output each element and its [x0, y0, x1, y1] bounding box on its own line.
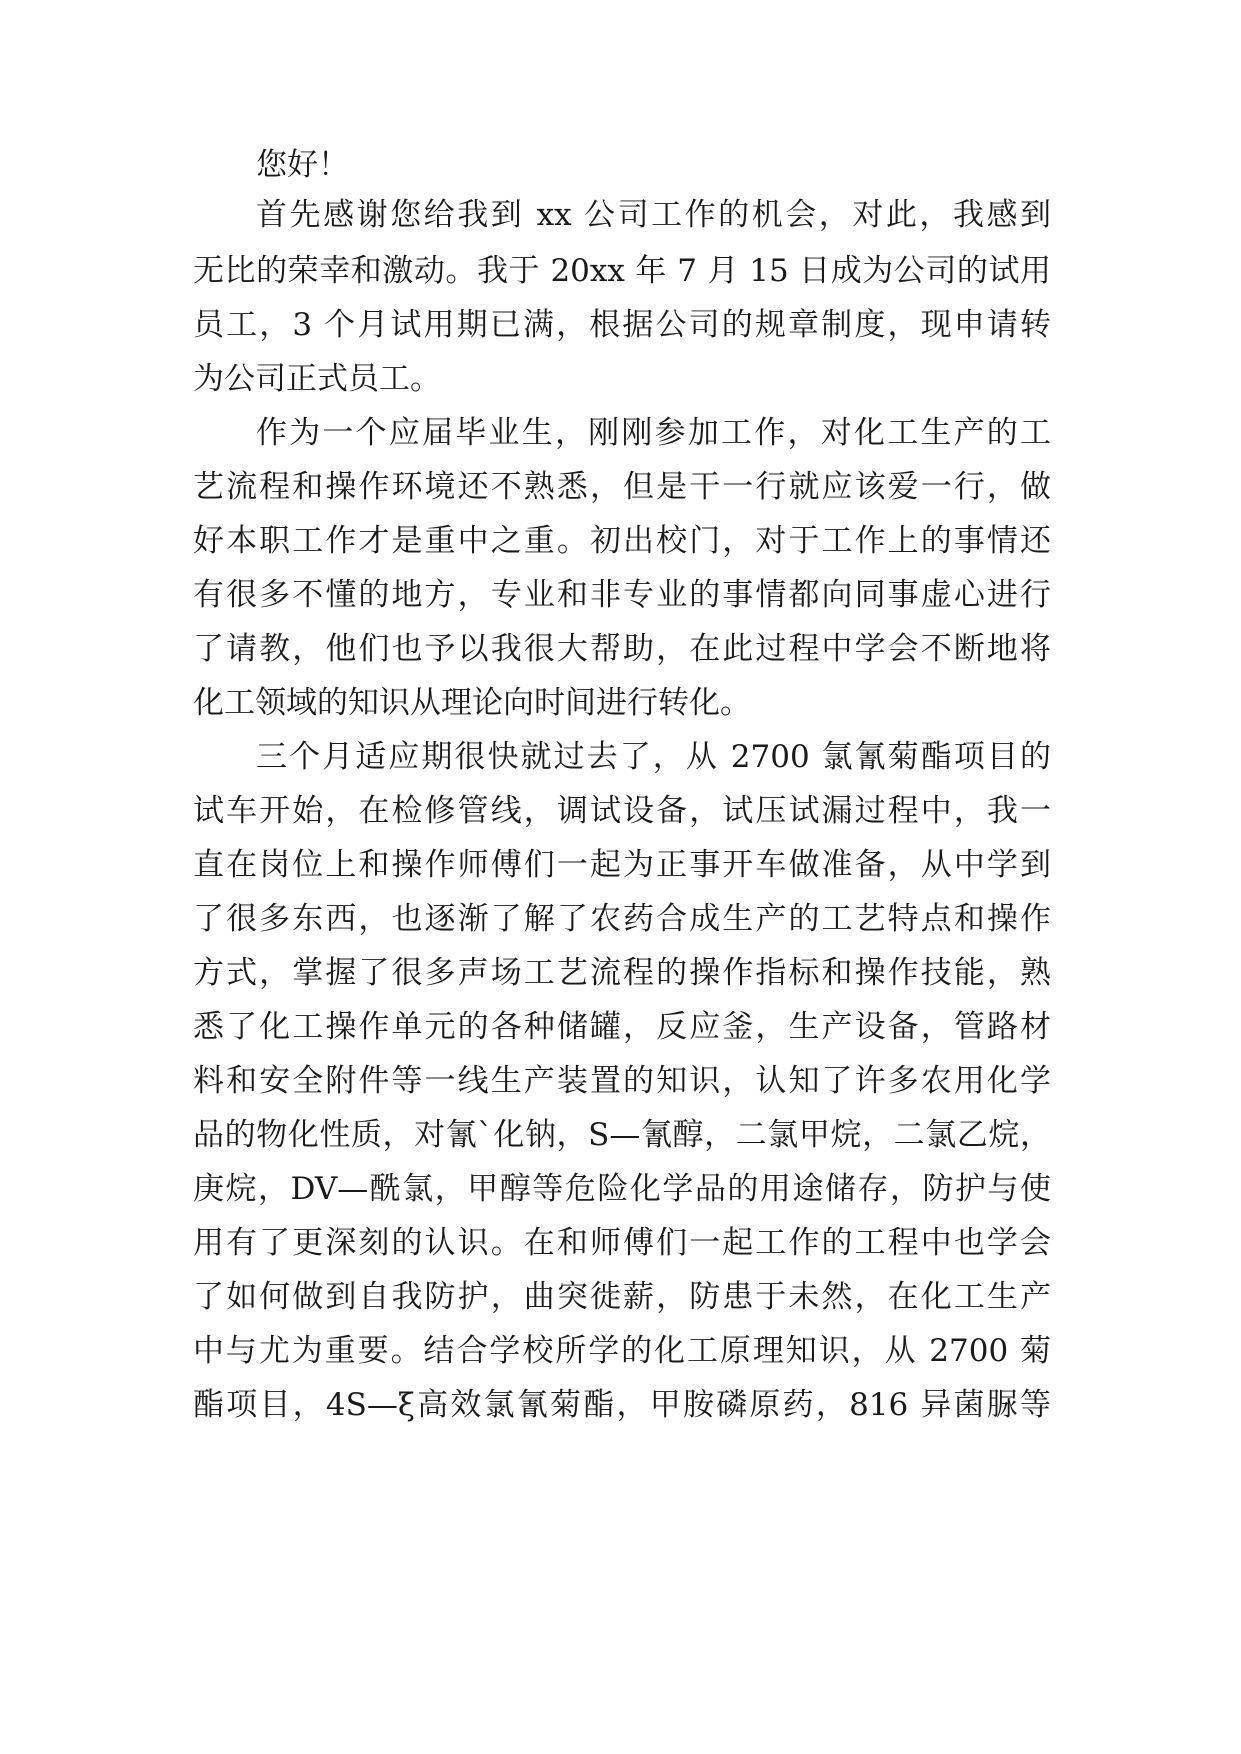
paragraph-1-line-2: 无比的荣幸和激动。我于 20xx 年 7 月 15 日成为公司的试用 [193, 253, 1051, 289]
paragraph-3-line-1: 三个月适应期很快就过去了，从 2700 氯氰菊酯项目的 [256, 739, 1051, 775]
paragraph-2-line-1: 作为一个应届毕业生，刚刚参加工作，对化工生产的工 [256, 415, 1051, 451]
paragraph-3-line-3: 直在岗位上和操作师傅们一起为正事开车做准备，从中学到 [193, 847, 1051, 883]
paragraph-2-line-3: 好本职工作才是重中之重。初出校门，对于工作上的事情还 [193, 523, 1051, 559]
paragraph-2-line-4: 有很多不懂的地方，专业和非专业的事情都向同事虚心进行 [193, 577, 1051, 613]
paragraph-1-line-1: 首先感谢您给我到 xx 公司工作的机会，对此，我感到 [256, 197, 1051, 233]
greeting-line: 您好！ [256, 147, 349, 183]
paragraph-2-line-2: 艺流程和操作环境还不熟悉，但是干一行就应该爱一行，做 [193, 469, 1051, 505]
paragraph-3-line-9: 庚烷，DV—酰氯，甲醇等危险化学品的用途储存，防护与使 [193, 1171, 1051, 1207]
paragraph-3-line-13: 酯项目，4S—ξ高效氯氰菊酯，甲胺磷原药，816 异菌脲等 [193, 1387, 1051, 1423]
paragraph-2-line-6: 化工领域的知识从理论向时间进行转化。 [193, 685, 751, 721]
paragraph-3-line-8: 品的物化性质，对氰`化钠，S—氰醇，二氯甲烷，二氯乙烷， [193, 1117, 1051, 1153]
paragraph-3-line-10: 用有了更深刻的认识。在和师傅们一起工作的工程中也学会 [193, 1225, 1051, 1261]
paragraph-3-line-11: 了如何做到自我防护，曲突徙薪，防患于未然，在化工生产 [193, 1279, 1051, 1315]
paragraph-1-line-3: 员工，3 个月试用期已满，根据公司的规章制度，现申请转 [193, 307, 1051, 343]
paragraph-3-line-5: 方式，掌握了很多声场工艺流程的操作指标和操作技能，熟 [193, 955, 1051, 991]
paragraph-1-line-4: 为公司正式员工。 [193, 361, 441, 397]
paragraph-3-line-2: 试车开始，在检修管线，调试设备，试压试漏过程中，我一 [193, 793, 1051, 829]
paragraph-3-line-6: 悉了化工操作单元的各种储罐，反应釜，生产设备，管路材 [193, 1009, 1051, 1045]
paragraph-3-line-7: 料和安全附件等一线生产装置的知识，认知了许多农用化学 [193, 1063, 1051, 1099]
paragraph-3-line-12: 中与尤为重要。结合学校所学的化工原理知识，从 2700 菊 [193, 1333, 1051, 1369]
paragraph-2-line-5: 了请教，他们也予以我很大帮助，在此过程中学会不断地将 [193, 631, 1051, 667]
paragraph-3-line-4: 了很多东西，也逐渐了解了农药合成生产的工艺特点和操作 [193, 901, 1051, 937]
